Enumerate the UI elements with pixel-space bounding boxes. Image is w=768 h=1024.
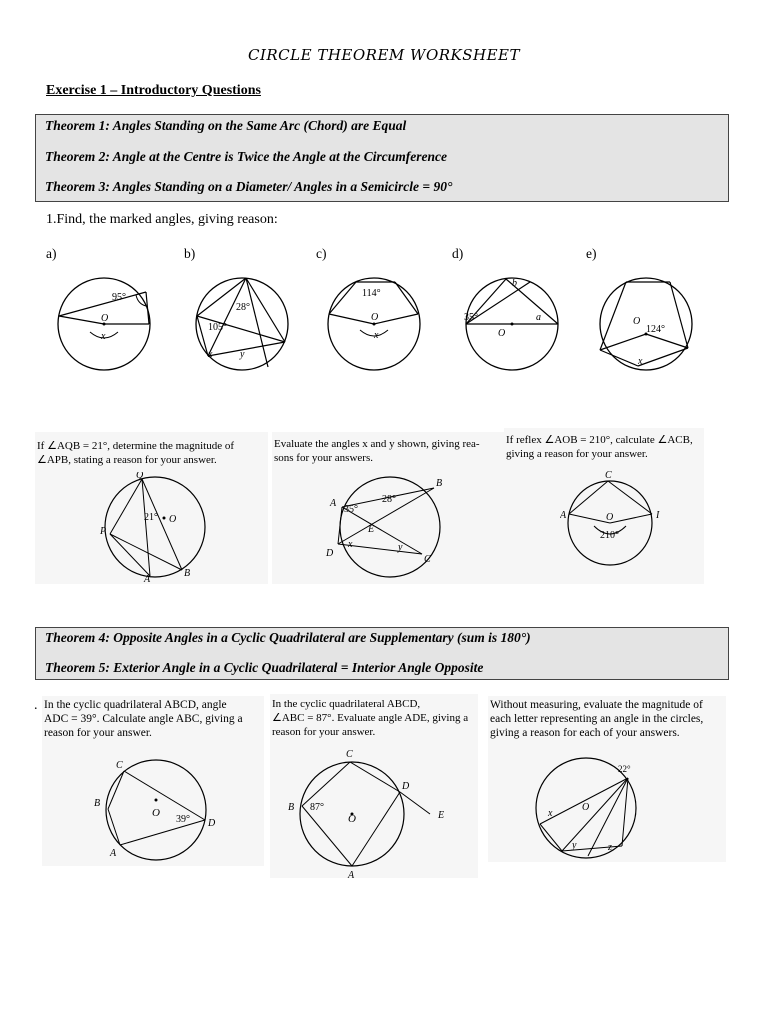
theorem-box-1 (35, 114, 729, 202)
point-label: A (144, 574, 151, 582)
point-label: D (208, 818, 216, 829)
exercise-heading: Exercise 1 – Introductory Questions (46, 83, 261, 98)
centre-dot (163, 517, 166, 520)
figure-d (450, 272, 578, 380)
problem-text-line: giving a reason for each of your answers. (490, 727, 680, 739)
bullet-mark: . (34, 698, 38, 713)
point-label: C (605, 470, 612, 481)
chord (302, 806, 352, 866)
circle (105, 477, 205, 577)
chord (124, 771, 205, 820)
angle-label: 35° (464, 312, 478, 323)
part-label-a: a) (46, 246, 57, 261)
question-1: 1.Find, the marked angles, giving reason: (46, 212, 278, 227)
radius (646, 334, 688, 348)
unknown-x: x (638, 356, 643, 367)
theorem-3: Theorem 3: Angles Standing on a Diameter/ Angles in a Semicircle = 90° (45, 179, 453, 194)
problem-text-line: ADC = 39°. Calculate angle ABC, giving a (44, 713, 243, 725)
unknown-b: b (512, 278, 517, 289)
chord (638, 348, 688, 366)
chord (350, 762, 400, 792)
problem-panel-5 (270, 694, 478, 878)
figure-b (178, 272, 308, 380)
radius (329, 314, 374, 324)
point-label: C (346, 749, 353, 760)
radius (610, 514, 652, 523)
chord (600, 350, 638, 366)
problem-text-line: In the cyclic quadrilateral ABCD, (272, 698, 421, 710)
centre-label: O (633, 316, 641, 327)
problem-text-line: sons for your answers. (274, 452, 373, 464)
centre-label: O (101, 313, 109, 324)
centre-dot (511, 323, 514, 326)
angle-label: 124° (646, 324, 665, 335)
problem-text-line: In the cyclic quadrilateral ABCD, angle (44, 699, 227, 711)
diameter (540, 778, 628, 824)
problem-panel-1 (35, 432, 268, 584)
chord (540, 824, 562, 851)
unknown-y: y (572, 840, 577, 851)
problem-text-line: ∠APB, stating a reason for your answer. (37, 454, 217, 466)
radius (59, 316, 104, 324)
point-label: C (116, 760, 123, 771)
point-label: A (330, 498, 337, 509)
problem-panel-3 (504, 428, 704, 584)
point-label: D (326, 548, 334, 559)
centre-label: O (498, 328, 506, 339)
chord (246, 278, 268, 367)
part-label-d: d) (452, 246, 464, 261)
angle-label-2: 105° (208, 322, 227, 333)
unknown-a: a (536, 312, 541, 323)
unknown-x: x (374, 330, 379, 341)
angle-label: 210° (600, 530, 619, 541)
unknown-y: y (398, 542, 403, 553)
theorem-2: Theorem 2: Angle at the Centre is Twice the Angle at the Circumference (45, 149, 447, 164)
problem-text-line: reason for your answer. (44, 727, 152, 739)
point-label: A (560, 510, 567, 521)
part-label-e: e) (586, 246, 597, 261)
angle-label: 114° (362, 288, 381, 299)
worksheet-title: CIRCLE THEOREM WORKSHEET (247, 46, 521, 64)
point-label: P (100, 526, 107, 537)
problem-panel-4 (42, 696, 264, 866)
point-label: I (656, 510, 660, 521)
radius (600, 334, 646, 350)
chord (197, 316, 208, 356)
problem-text-line: If ∠AQB = 21°, determine the magnitude of (37, 440, 235, 452)
figure-c (314, 272, 440, 380)
angle-label: 87° (310, 802, 324, 813)
problem-text-line: reason for your answer. (272, 726, 376, 738)
angle-label: 39° (176, 814, 190, 825)
centre-label: O (371, 312, 379, 323)
point-label: B (436, 478, 443, 489)
problem-text-line: Without measuring, evaluate the magnitude of (490, 699, 703, 711)
point-label: B (184, 568, 191, 579)
chord (329, 282, 356, 314)
chord (569, 481, 608, 514)
radius (374, 314, 418, 324)
centre-label: O (582, 802, 590, 813)
angle-label: 22° (618, 764, 631, 774)
problem-text-line: If reflex ∠AOB = 210°, calculate ∠ACB, (506, 434, 693, 446)
point-label: C (424, 554, 431, 565)
angle-label: 21° (144, 512, 158, 523)
chord (395, 282, 418, 314)
chord (120, 820, 205, 845)
theorem-4: Theorem 4: Opposite Angles in a Cyclic Quadrilateral are Supplementary (sum is 180°) (45, 630, 531, 645)
problem-panel-2 (272, 432, 504, 584)
centre-dot (155, 799, 158, 802)
point-label: E (368, 524, 375, 535)
point-label: D (402, 781, 410, 792)
chord (352, 792, 400, 866)
theorem-box-2 (35, 627, 729, 680)
unknown-x: x (548, 808, 553, 819)
point-label: E (438, 810, 445, 821)
problem-text-line: giving a reason for your answer. (506, 448, 648, 460)
point-label: B (288, 802, 295, 813)
unknown-x: x (208, 349, 213, 360)
problem-panel-6 (488, 696, 726, 862)
angle-label: 28° (382, 494, 396, 505)
angle-label: 35° (344, 504, 358, 515)
centre-label: O (152, 807, 160, 819)
unknown-x: x (348, 539, 353, 550)
unknown-x: x (101, 331, 106, 342)
problem-text-line: each letter representing an angle in the circles, (490, 713, 704, 725)
theorem-5: Theorem 5: Exterior Angle in a Cyclic Quadrilateral = Interior Angle Opposite (45, 660, 484, 675)
centre-label: O (606, 512, 614, 523)
extended-side (400, 792, 430, 814)
theorem-1: Theorem 1: Angles Standing on the Same Arc (Chord) are Equal (45, 118, 407, 133)
point-label: A (110, 848, 117, 859)
angle-label: 95° (112, 292, 126, 303)
part-label-c: c) (316, 246, 327, 261)
problem-text-line: ∠ABC = 87°. Evaluate angle ADE, giving a (272, 712, 469, 724)
chord (208, 342, 285, 356)
chord (110, 479, 142, 534)
figure-e (586, 272, 714, 380)
angle-label-1: 28° (236, 302, 250, 313)
radius (569, 514, 610, 523)
problem-text-line: Evaluate the angles x and y shown, giving rea- (274, 438, 480, 450)
figure-a (42, 272, 168, 380)
point-label: Q (136, 472, 144, 481)
unknown-z: z (608, 842, 612, 853)
centre-label: O (169, 514, 177, 525)
chord (110, 534, 182, 570)
chord (108, 809, 120, 845)
point-label: B (94, 798, 101, 809)
unknown-y: y (240, 349, 245, 360)
chord (208, 278, 246, 356)
centre-label: O (348, 813, 356, 825)
part-label-b: b) (184, 246, 196, 261)
point-label: A (348, 870, 355, 878)
